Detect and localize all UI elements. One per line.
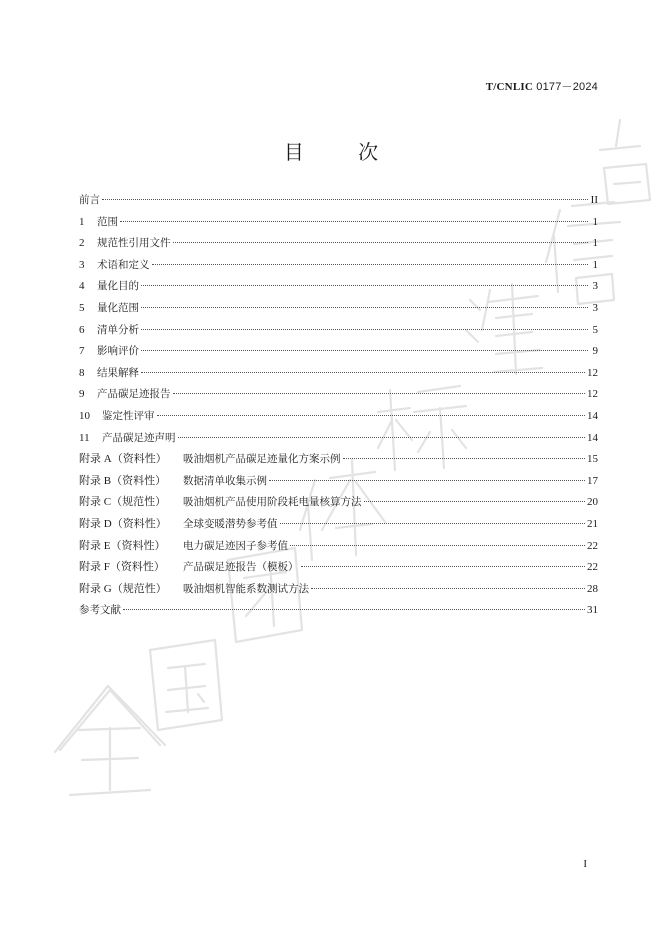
toc-entry-number: 2 <box>79 237 85 250</box>
toc-entry-number: 7 <box>79 345 85 358</box>
toc-entry-number: 附录 G（规范性） <box>79 582 167 595</box>
toc-entry-label: 数据清单收集示例 <box>183 474 267 487</box>
toc-leader-dots <box>152 263 589 265</box>
toc-entry[interactable] <box>79 428 598 450</box>
toc-leader-dots <box>364 500 586 502</box>
toc-entry[interactable] <box>79 341 598 363</box>
toc-leader-dots <box>178 436 586 438</box>
toc-entry-page: 14 <box>587 431 598 444</box>
toc-entry-page: 21 <box>587 517 598 530</box>
toc-entry-label: 吸油烟机产品使用阶段耗电量核算方法 <box>183 496 362 509</box>
toc-entry-page: 3 <box>592 280 598 293</box>
toc-entry-label: 全球变暖潜势参考值 <box>183 517 278 530</box>
toc-entry-page: 22 <box>587 539 598 552</box>
toc-entry[interactable] <box>79 276 598 298</box>
toc-entry-page: 9 <box>592 345 598 358</box>
toc-entry-page: 3 <box>592 301 598 314</box>
toc-entry-page: II <box>590 194 598 206</box>
toc-entry-number: 附录 E（资料性） <box>79 539 166 552</box>
toc-entry-label: 产品碳足迹报告 <box>97 388 171 401</box>
document-number <box>486 78 598 94</box>
toc-entry-number: 附录 D（资料性） <box>79 517 167 530</box>
toc-entry-page: 1 <box>592 258 598 271</box>
toc-leader-dots <box>141 328 588 330</box>
toc-list <box>79 190 598 622</box>
toc-entry-label: 量化目的 <box>97 280 139 293</box>
toc-leader-dots <box>141 349 588 351</box>
toc-entry-number: 8 <box>79 366 85 379</box>
toc-entry-number: 6 <box>79 323 85 336</box>
toc-title: 目 次 <box>283 140 403 164</box>
toc-leader-dots <box>157 414 586 416</box>
toc-entry-page: 12 <box>587 388 598 401</box>
toc-leader-dots <box>301 565 586 567</box>
toc-entry[interactable] <box>79 514 598 536</box>
toc-entry-page: 17 <box>587 474 598 487</box>
toc-leader-dots <box>173 392 586 394</box>
toc-entry[interactable] <box>79 579 598 601</box>
toc-leader-dots <box>141 284 588 286</box>
toc-entry-page: 15 <box>587 453 598 466</box>
toc-entry-number: 附录 B（资料性） <box>79 474 167 487</box>
toc-entry-label: 前言 <box>79 194 100 206</box>
toc-entry-label: 电力碳足迹因子参考值 <box>183 539 288 552</box>
toc-entry-label: 结果解释 <box>97 366 139 379</box>
toc-leader-dots <box>102 198 588 200</box>
toc-entry-page: 20 <box>587 496 598 509</box>
toc-leader-dots <box>120 220 588 222</box>
toc-leader-dots <box>343 457 586 459</box>
toc-leader-dots <box>141 306 588 308</box>
toc-entry-page: 1 <box>592 237 598 250</box>
toc-entry[interactable] <box>79 363 598 385</box>
toc-entry-number: 11 <box>79 431 90 444</box>
toc-entry-page: 31 <box>587 604 598 617</box>
toc-entry[interactable] <box>79 557 598 579</box>
toc-leader-dots <box>280 522 586 524</box>
toc-entry[interactable] <box>79 298 598 320</box>
toc-entry-label: 鉴定性评审 <box>102 409 155 422</box>
toc-entry-label: 产品碳足迹报告（模板） <box>183 561 299 574</box>
toc-leader-dots <box>141 371 585 373</box>
toc-entry-number: 1 <box>79 215 85 228</box>
toc-entry-page: 28 <box>587 582 598 595</box>
toc-entry[interactable] <box>79 190 598 212</box>
toc-entry-number: 9 <box>79 388 85 401</box>
toc-entry-number: 附录 C（规范性） <box>79 496 167 509</box>
toc-entry[interactable] <box>79 320 598 342</box>
toc-entry-label: 量化范围 <box>97 301 139 314</box>
toc-entry-label: 规范性引用文件 <box>97 237 171 250</box>
toc-entry-label: 范围 <box>97 215 118 228</box>
toc-entry-number: 10 <box>79 409 90 422</box>
toc-entry-page: 14 <box>587 409 598 422</box>
toc-entry-label: 吸油烟机智能系数测试方法 <box>183 582 309 595</box>
toc-entry-label: 清单分析 <box>97 323 139 336</box>
toc-entry[interactable] <box>79 600 598 622</box>
toc-entry[interactable] <box>79 449 598 471</box>
toc-entry[interactable] <box>79 406 598 428</box>
toc-entry[interactable] <box>79 536 598 558</box>
toc-entry-page: 1 <box>592 215 598 228</box>
toc-leader-dots <box>269 479 585 481</box>
toc-entry-page: 22 <box>587 561 598 574</box>
toc-entry-label: 参考文献 <box>79 604 121 617</box>
toc-entry-number: 4 <box>79 280 85 293</box>
toc-entry[interactable] <box>79 384 598 406</box>
toc-entry-number: 附录 F（资料性） <box>79 561 165 574</box>
toc-entry-number: 3 <box>79 258 85 271</box>
page-number: I <box>583 858 587 870</box>
toc-leader-dots <box>290 544 585 546</box>
toc-leader-dots <box>123 608 585 610</box>
toc-entry[interactable] <box>79 492 598 514</box>
toc-entry-page: 12 <box>587 366 598 379</box>
document-number-prefix: T/CNLIC <box>485 81 533 93</box>
toc-entry[interactable] <box>79 212 598 234</box>
document-number-value: 0177－2024 <box>533 81 598 93</box>
toc-entry[interactable] <box>79 255 598 277</box>
toc-entry-label: 产品碳足迹声明 <box>102 431 176 444</box>
toc-leader-dots <box>311 587 585 589</box>
toc-entry[interactable] <box>79 233 598 255</box>
toc-entry-label: 吸油烟机产品碳足迹量化方案示例 <box>183 453 341 466</box>
toc-entry[interactable] <box>79 471 598 493</box>
toc-entry-number: 附录 A（资料性） <box>79 453 167 466</box>
toc-entry-number: 5 <box>79 301 85 314</box>
toc-entry-label: 影响评价 <box>97 345 139 358</box>
toc-leader-dots <box>173 241 589 243</box>
toc-entry-label: 术语和定义 <box>97 258 150 271</box>
toc-entry-page: 5 <box>592 323 598 336</box>
